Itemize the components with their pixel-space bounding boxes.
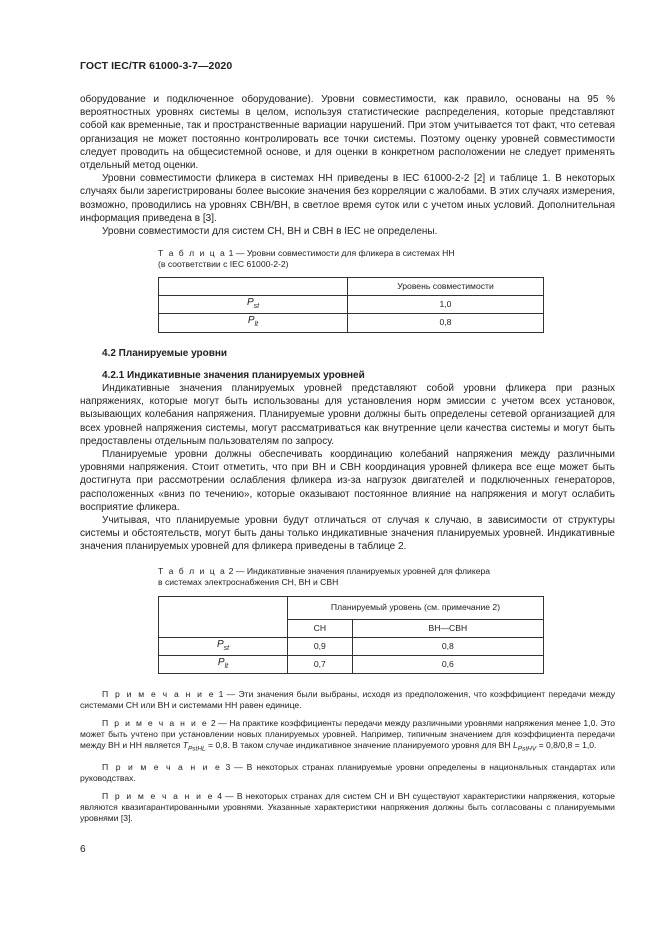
note-1: П р и м е ч а н и е 1 — Эти значения были выбраны, исходя из предположения, что коэффициент передачи между системами СН или ВН и системами НН равен единице.: [80, 689, 615, 711]
paragraph: Уровни совместимости фликера в системах НН приведены в IEC 61000-2-2 [2] и таблице 1. В некоторых случаях были зарегистрированы более высокие значения без корреляции с жалобами. В этих случаях измерения, возможно, проводились на уровнях СВН/ВН, в светлое время суток или с учетом иных условий. Дополнительная информация приведена в [3].: [80, 173, 615, 224]
table-row: $P_{st}$ 1,0: [159, 296, 544, 314]
table1-label: Т а б л и ц а: [158, 248, 227, 259]
table-row: $P_{lt}$ 0,7 0,6: [159, 655, 544, 673]
paragraph: Уровни совместимости для систем СН, ВН и СВН в IEC не определены.: [102, 226, 438, 238]
table2-col-header: ВН—СВН: [352, 619, 543, 637]
document-header: ГОСТ IEC/TR 61000-3-7—2020: [80, 60, 233, 72]
table2-col-header: СН: [288, 619, 353, 637]
table-cell: 0,8: [352, 637, 543, 655]
table-cell: 0,8: [348, 314, 544, 332]
table1-title: 1 — Уровни совместимости для фликера в системах НН: [226, 248, 455, 259]
paragraph: Учитывая, что планируемые уровни будут отличаться от случая к случаю, в зависимости от структуры системы и обстоятельств, могут быть даны только индикативные значения планируемых уровней. Индикативные значения планируемых уровней для фликера приведены в таблице 2.: [80, 515, 615, 553]
table2-label: Т а б л и ц а: [158, 565, 227, 576]
table2-title: 2 — Индикативные значения планируемых уровней для фликера: [226, 565, 491, 576]
page-content: [80, 93, 615, 824]
section-heading: 4.2 Планируемые уровни: [102, 347, 228, 359]
table-cell: 0,9: [288, 637, 353, 655]
note-3: П р и м е ч а н и е 3 — В некоторых странах планируемые уровни определены в национальных стандартах или руководствах.: [80, 761, 615, 783]
table2-header: Планируемый уровень (см. примечание 2): [288, 596, 544, 619]
paragraph: оборудование и подключенное оборудование). Уровни совместимости, как правило, основаны на 95 % вероятностных уровнях системы в целом, используя статистические распределения, которые представляют собой как временные, так и пространственные вариации нарушений. При этом учитывается тот факт, что сетевая организация не может постоянно контролировать все точки системы. Поэтому оценку уровней совместимости следует проводить на общесистемной основе, и для оценки в конкретном расположении не следует применять отдельный метод оценки.: [80, 94, 615, 172]
note-4: П р и м е ч а н и е 4 — В некоторых странах для систем СН и ВН существуют характеристики напряжения, которые являются квазигарантированными уровнями. Указанные характеристики напряжения должны быть согласованы с планируемыми уровнями [3].: [80, 790, 616, 823]
paragraph: Индикативные значения планируемых уровней представляют собой уровни фликера при разных напряжениях, которые могут быть использованы для установления норм эмиссии с учетом всех установок, вызывающих колебания напряжения. Планируемые уровни должны быть определены сетевой организацией для всех уровней напряжения системы, могут рассматриваться как внутренние цели качества системы и могут быть предоставлены отдельным пользователям по запросу.: [80, 383, 615, 447]
table1-caption: [158, 248, 518, 270]
table2: [158, 596, 544, 674]
table1: [158, 277, 544, 332]
table1-header: Уровень совместимости: [348, 278, 544, 296]
subsection-heading: 4.2.1 Индикативные значения планируемых уровней: [102, 369, 365, 381]
table2-caption: [158, 566, 518, 588]
table2-subtitle: в системах электроснабжения СН, ВН и СВН: [158, 576, 339, 587]
paragraph: Планируемые уровни должны обеспечивать координацию колебаний напряжения между различными уровнями напряжения. Стоит отметить, что при ВН и СВН координация уровней фликера все еще может быть достигнута при рассмотрении ослабления фликера из-за нагрузок двигателей и подключенных генераторов, расположенных «вниз по течению», которые оказывают постоянное влияние на напряжения и могут ослабить восприятие фликера.: [80, 449, 615, 513]
table-cell: 0,6: [352, 655, 543, 673]
table-row: $P_{lt}$ 0,8: [159, 314, 544, 332]
table1-subtitle: (в соответствии с IEC 61000-2-2): [158, 259, 289, 270]
page-number: 6: [80, 844, 86, 855]
table-cell: 0,7: [288, 655, 353, 673]
table-row: $P_{st}$ 0,9 0,8: [159, 637, 544, 655]
table-cell: 1,0: [348, 296, 544, 314]
note-2: П р и м е ч а н и е 2 — На практике коэффициенты передачи между различными уровнями напряжения менее 1,0. Это может быть учтено при установлении новых планируемых уровней. Например, типичным значением для коэффициента передачи между ВН и НН является $T_{PstHL} = 0,8$. В таком случае индикативное значение планируемого уровня для ВН $L_{PstHV} = 0,8/0,8 = 1,0$.: [80, 718, 615, 753]
